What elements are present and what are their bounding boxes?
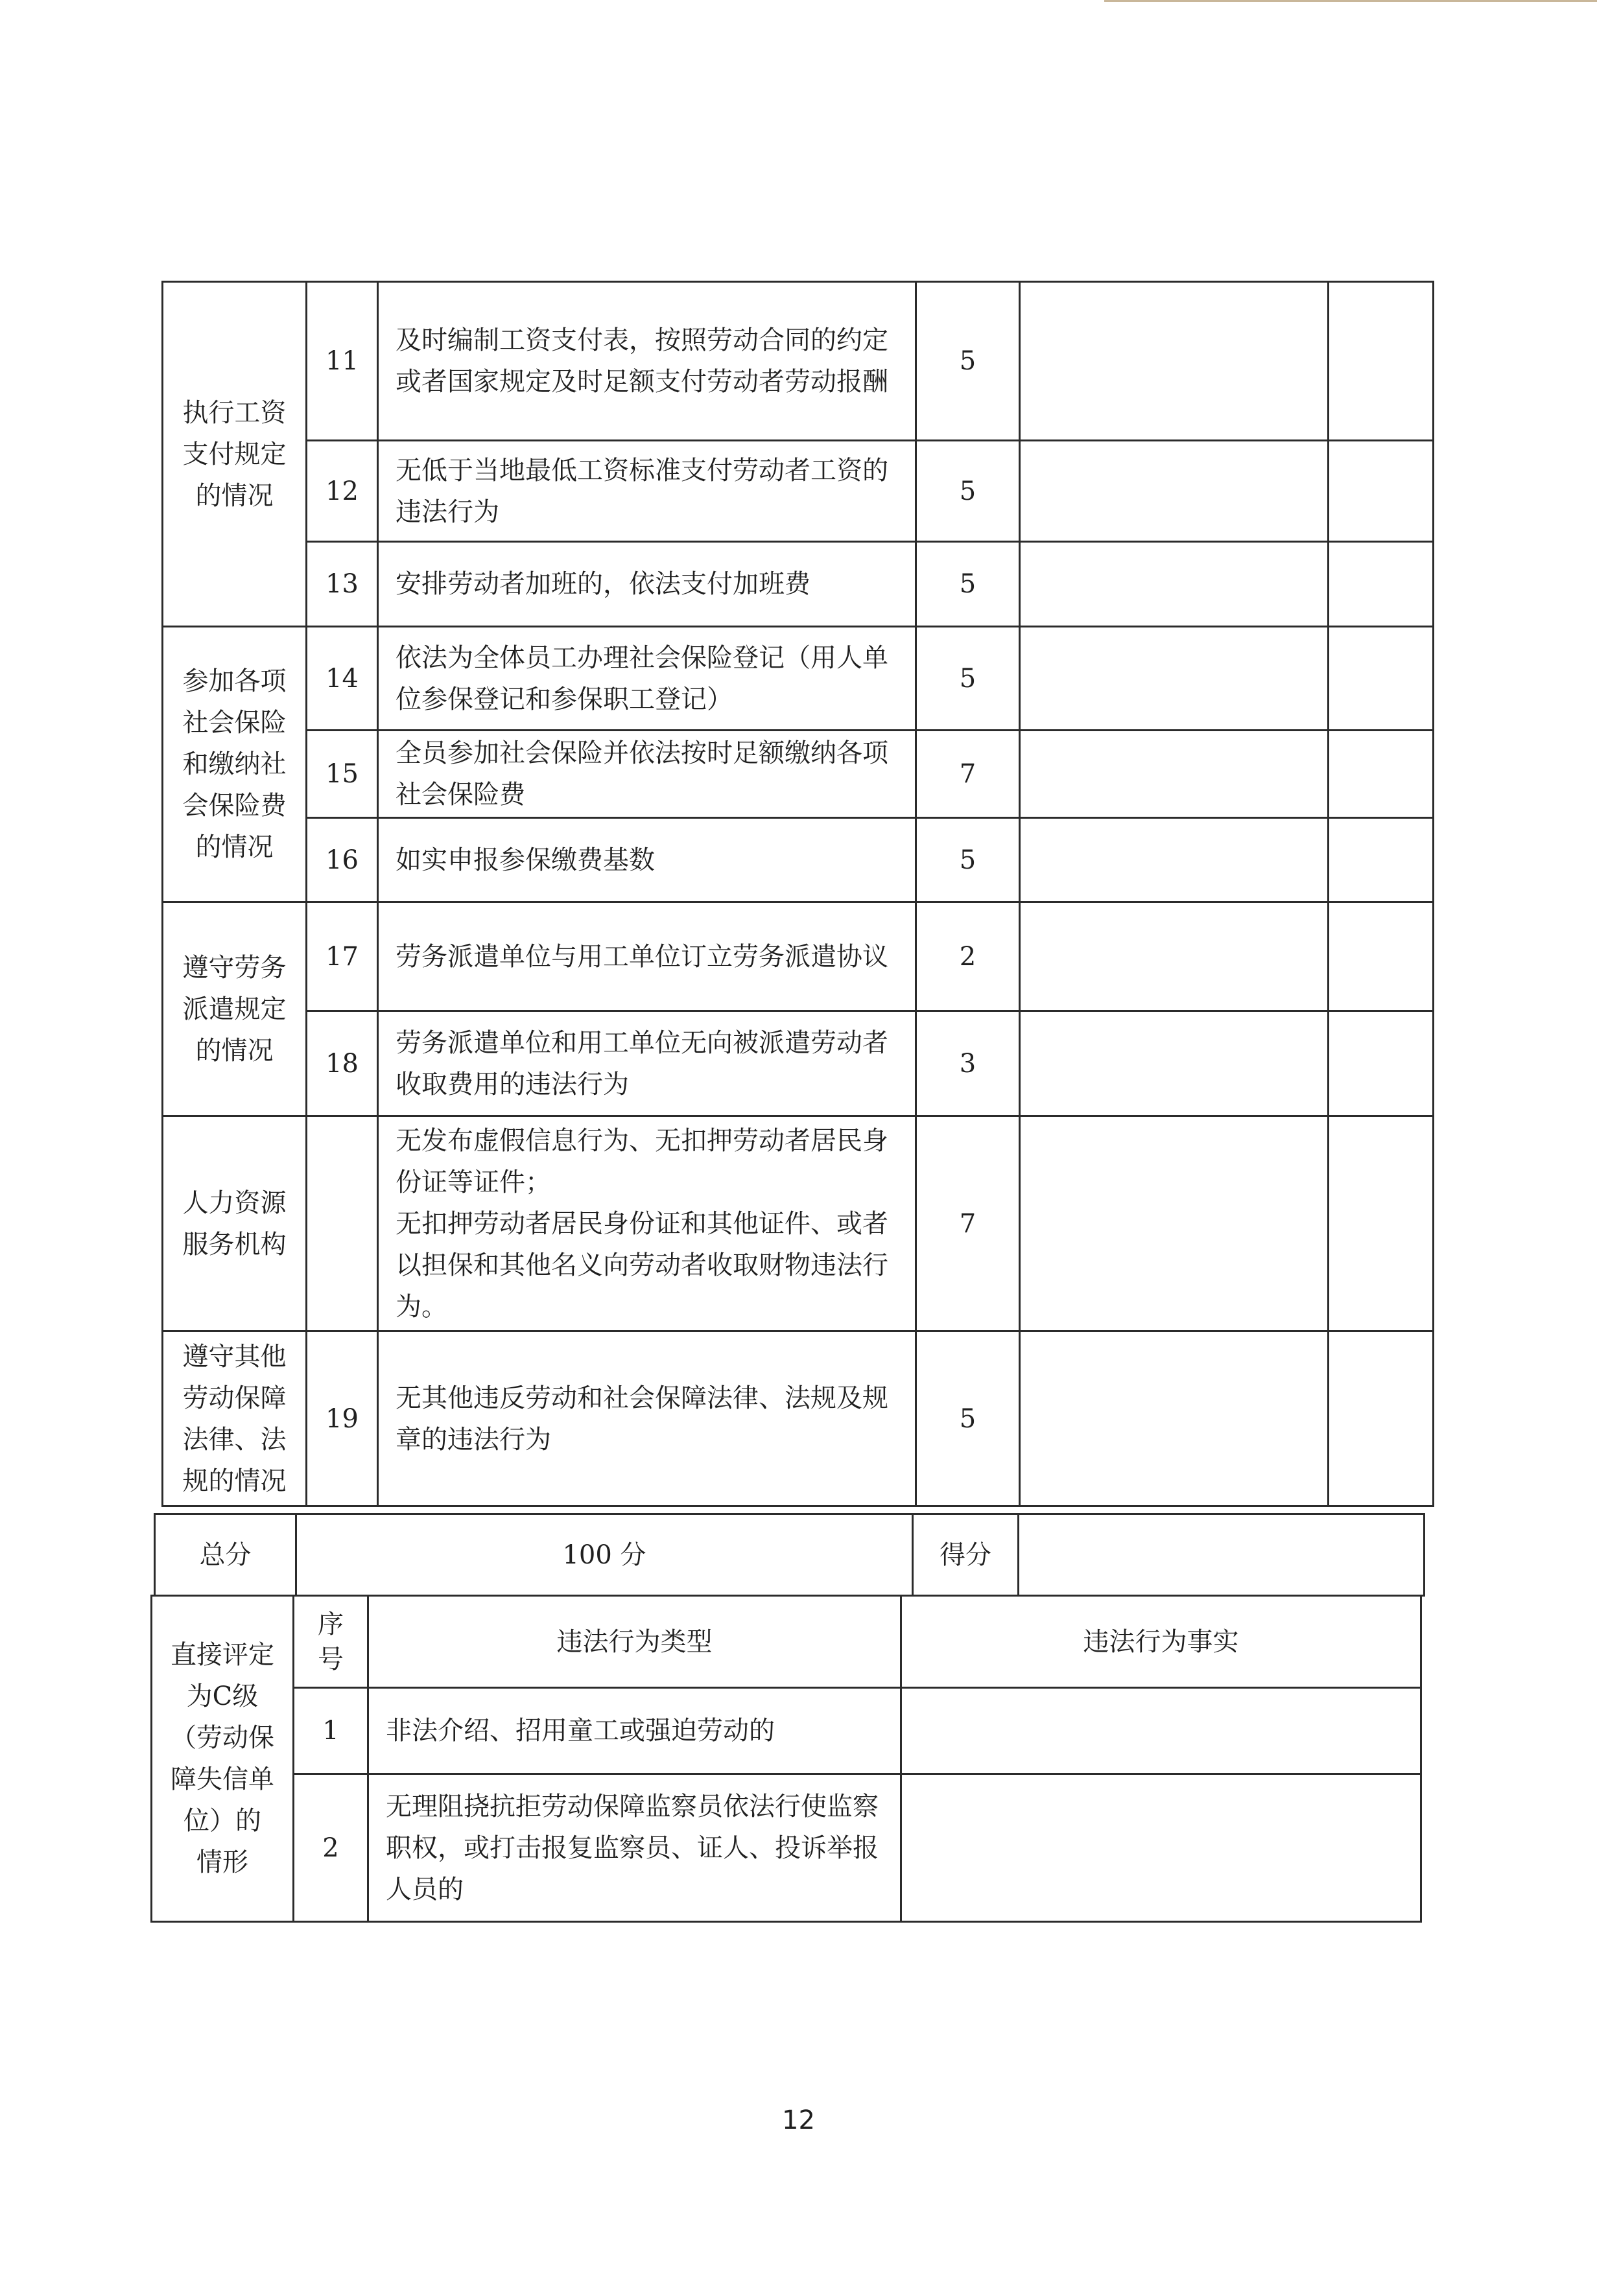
item-score: 7	[916, 731, 1020, 818]
header-violation-type: 违法行为类型	[368, 1596, 901, 1688]
total-table	[154, 1513, 1425, 1597]
table-row	[163, 542, 1434, 627]
table-row	[152, 1688, 1421, 1774]
category-label: 人力资源 服务机构	[182, 1188, 287, 1259]
table-row	[152, 1774, 1421, 1922]
category-label: 参加各项 社会保险 和缴纳社 会保险费 的情况	[182, 666, 287, 862]
item-number: 16	[307, 818, 378, 902]
case-number: 1	[294, 1688, 368, 1774]
item-content: 劳务派遣单位与用工单位订立劳务派遣协议	[378, 902, 916, 1011]
item-content: 劳务派遣单位和用工单位无向被派遣劳动者收取费用的违法行为	[378, 1011, 916, 1116]
table-row	[163, 441, 1434, 542]
remarks-cell[interactable]	[1329, 1011, 1434, 1116]
evaluation-table	[161, 281, 1434, 1507]
item-number: 18	[307, 1011, 378, 1116]
item-content: 无发布虚假信息行为、无扣押劳动者居民身份证等证件； 无扣押劳动者居民身份证和其他证件、或者以担保和其他名义向劳动者收取财物违法行为。	[378, 1116, 916, 1331]
item-score: 2	[916, 902, 1020, 1011]
category-cell	[163, 1331, 307, 1506]
evaluation-cell[interactable]	[1020, 1116, 1329, 1331]
remarks-cell[interactable]	[1329, 282, 1434, 441]
table-row	[163, 627, 1434, 731]
score-input-cell[interactable]	[1019, 1514, 1425, 1596]
item-number: 11	[307, 282, 378, 441]
page-number: 12	[782, 2105, 815, 2135]
item-content: 无低于当地最低工资标准支付劳动者工资的违法行为	[378, 441, 916, 542]
evaluation-cell[interactable]	[1020, 282, 1329, 441]
item-score: 5	[916, 282, 1020, 441]
item-number: 12	[307, 441, 378, 542]
total-row	[155, 1514, 1425, 1596]
evaluation-cell[interactable]	[1020, 1011, 1329, 1116]
item-score: 5	[916, 1331, 1020, 1506]
item-score: 5	[916, 627, 1020, 731]
category-cell	[152, 1596, 294, 1922]
table-row	[163, 1116, 1434, 1331]
evaluation-cell[interactable]	[1020, 1331, 1329, 1506]
violation-fact-cell[interactable]	[901, 1688, 1421, 1774]
evaluation-cell[interactable]	[1020, 818, 1329, 902]
item-score: 3	[916, 1011, 1020, 1116]
remarks-cell[interactable]	[1329, 1331, 1434, 1506]
evaluation-cell[interactable]	[1020, 627, 1329, 731]
item-score: 5	[916, 818, 1020, 902]
category-cell	[163, 902, 307, 1116]
item-content: 及时编制工资支付表，按照劳动合同的约定或者国家规定及时足额支付劳动者劳动报酬	[378, 282, 916, 441]
scan-edge-line	[1104, 0, 1597, 2]
item-content: 无其他违反劳动和社会保障法律、法规及规章的违法行为	[378, 1331, 916, 1506]
category-label: 执行工资 支付规定 的情况	[182, 397, 287, 511]
table-row	[163, 731, 1434, 818]
item-score: 5	[916, 441, 1020, 542]
score-label: 得分	[913, 1514, 1019, 1596]
violation-type: 非法介绍、招用童工或强迫劳动的	[368, 1688, 901, 1774]
table-row	[163, 902, 1434, 1011]
evaluation-cell[interactable]	[1020, 542, 1329, 627]
total-label: 总分	[155, 1514, 296, 1596]
case-number: 2	[294, 1774, 368, 1922]
remarks-cell[interactable]	[1329, 542, 1434, 627]
violation-fact-cell[interactable]	[901, 1774, 1421, 1922]
category-label: 遵守劳务 派遣规定 的情况	[182, 952, 287, 1066]
category-cell	[163, 282, 307, 627]
item-content: 全员参加社会保险并依法按时足额缴纳各项社会保险费	[378, 731, 916, 818]
table-row	[163, 1331, 1434, 1506]
table-row	[163, 282, 1434, 441]
table-header-row	[152, 1596, 1421, 1688]
category-label: 遵守其他 劳动保障 法律、法 规的情况	[182, 1341, 287, 1496]
remarks-cell[interactable]	[1329, 731, 1434, 818]
item-number: 13	[307, 542, 378, 627]
category-label: 直接评定 为C级 （劳动保 障失信单 位）的 情形	[171, 1640, 274, 1877]
violation-type: 无理阻挠抗拒劳动保障监察员依法行使监察职权，或打击报复监察员、证人、投诉举报人员的	[368, 1774, 901, 1922]
item-number: 19	[307, 1331, 378, 1506]
table-row	[163, 818, 1434, 902]
item-content: 如实申报参保缴费基数	[378, 818, 916, 902]
evaluation-cell[interactable]	[1020, 731, 1329, 818]
item-content: 安排劳动者加班的，依法支付加班费	[378, 542, 916, 627]
total-value: 100 分	[296, 1514, 913, 1596]
remarks-cell[interactable]	[1329, 441, 1434, 542]
header-number	[294, 1596, 368, 1688]
header-number-label: 序 号	[318, 1609, 344, 1674]
item-number	[307, 1116, 378, 1331]
c-grade-table	[150, 1595, 1422, 1923]
item-number: 14	[307, 627, 378, 731]
evaluation-cell[interactable]	[1020, 902, 1329, 1011]
category-cell	[163, 1116, 307, 1331]
item-score: 7	[916, 1116, 1020, 1331]
item-score: 5	[916, 542, 1020, 627]
remarks-cell[interactable]	[1329, 1116, 1434, 1331]
table-row	[163, 1011, 1434, 1116]
remarks-cell[interactable]	[1329, 818, 1434, 902]
item-number: 17	[307, 902, 378, 1011]
item-number: 15	[307, 731, 378, 818]
remarks-cell[interactable]	[1329, 627, 1434, 731]
evaluation-cell[interactable]	[1020, 441, 1329, 542]
remarks-cell[interactable]	[1329, 902, 1434, 1011]
category-cell	[163, 627, 307, 902]
header-violation-fact: 违法行为事实	[901, 1596, 1421, 1688]
item-content: 依法为全体员工办理社会保险登记（用人单位参保登记和参保职工登记）	[378, 627, 916, 731]
